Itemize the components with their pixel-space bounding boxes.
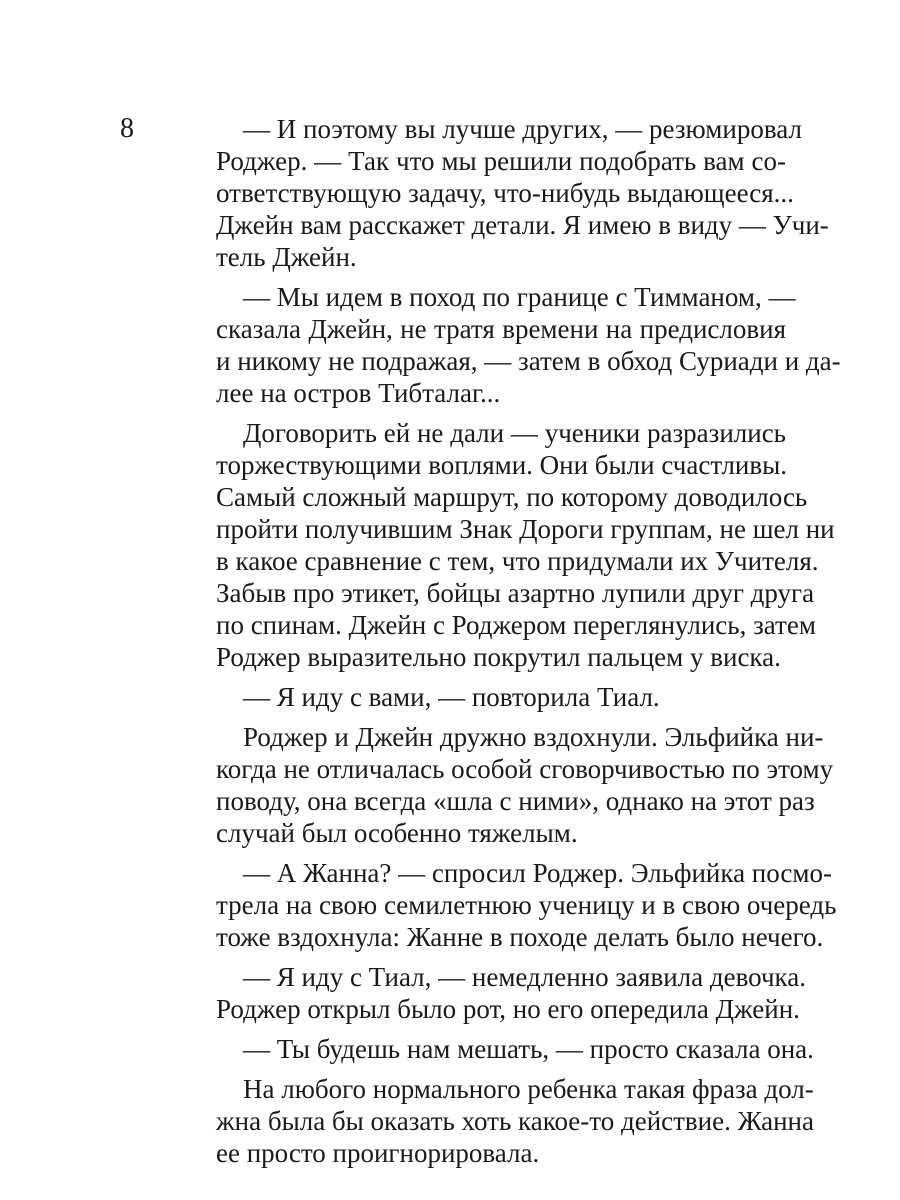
- text-line: в какое сравнение с тем, что придумали их Учителя.: [216, 546, 819, 576]
- page-number: 8: [120, 113, 134, 144]
- text-line: тель Джейн.: [216, 242, 357, 272]
- paragraph: [216, 417, 835, 673]
- text-line: ответствующую задачу, что-нибудь выдающееся...: [216, 178, 794, 208]
- text-line: ее просто проигнорировала.: [216, 1138, 540, 1168]
- paragraph: [216, 1073, 814, 1169]
- text-line: жна была бы оказать хоть какое-то действие. Жанна: [216, 1106, 814, 1136]
- text-line: и никому не подражая, — затем в обход Суриади и да-: [216, 346, 841, 376]
- paragraph: [216, 857, 837, 953]
- text-line: Роджер открыл было рот, но его опередила Джейн.: [216, 994, 800, 1024]
- text-line: — Мы идем в поход по границе с Тимманом, —: [243, 282, 796, 312]
- paragraph: [216, 961, 806, 1025]
- text-line: случай был особенно тяжелым.: [216, 818, 578, 848]
- body-text: [216, 113, 841, 1177]
- text-line: Роджер выразительно покрутил пальцем у виска.: [216, 642, 781, 672]
- paragraph: [216, 281, 841, 409]
- text-line: пройти получившим Знак Дороги группам, не шел ни: [216, 514, 835, 544]
- text-line: Договорить ей не дали — ученики разразились: [243, 418, 786, 448]
- text-line: Самый сложный маршрут, по которому доводилось: [216, 482, 808, 512]
- paragraph: [216, 113, 829, 273]
- text-line: Роджер и Джейн дружно вздохнули. Эльфийка ни-: [243, 722, 824, 752]
- text-line: сказала Джейн, не тратя времени на предисловия: [216, 314, 786, 344]
- paragraph: [216, 1033, 814, 1065]
- text-line: торжествующими воплями. Они были счастливы.: [216, 450, 788, 480]
- text-line: Джейн вам расскажет детали. Я имею в виду — Учи-: [216, 210, 829, 240]
- text-line: — И поэтому вы лучше других, — резюмировал: [243, 114, 802, 144]
- text-line: — Ты будешь нам мешать, — просто сказала она.: [243, 1034, 814, 1064]
- text-line: Роджер. — Так что мы решили подобрать вам со-: [216, 146, 786, 176]
- text-line: Забыв про этикет, бойцы азартно лупили друг друга: [216, 578, 815, 608]
- text-line: когда не отличалась особой сговорчивостью по этому: [216, 754, 834, 784]
- paragraph: [216, 721, 834, 849]
- text-line: по спинам. Джейн с Роджером переглянулись, затем: [216, 610, 816, 640]
- text-line: — Я иду с вами, — повторила Тиал.: [243, 682, 660, 712]
- paragraph: [216, 681, 786, 713]
- text-line: — А Жанна? — спросил Роджер. Эльфийка посмо-: [243, 858, 832, 888]
- text-line: лее на остров Тибталаг...: [216, 378, 501, 408]
- text-line: — Я иду с Тиал, — немедленно заявила девочка.: [243, 962, 806, 992]
- text-line: поводу, она всегда «шла с ними», однако на этот раз: [216, 786, 815, 816]
- text-line: тоже вздохнула: Жанне в походе делать было нечего.: [216, 922, 824, 952]
- text-line: На любого нормального ребенка такая фраза дол-: [243, 1074, 814, 1104]
- text-line: трела на свою семилетнюю ученицу и в свою очередь: [216, 890, 837, 920]
